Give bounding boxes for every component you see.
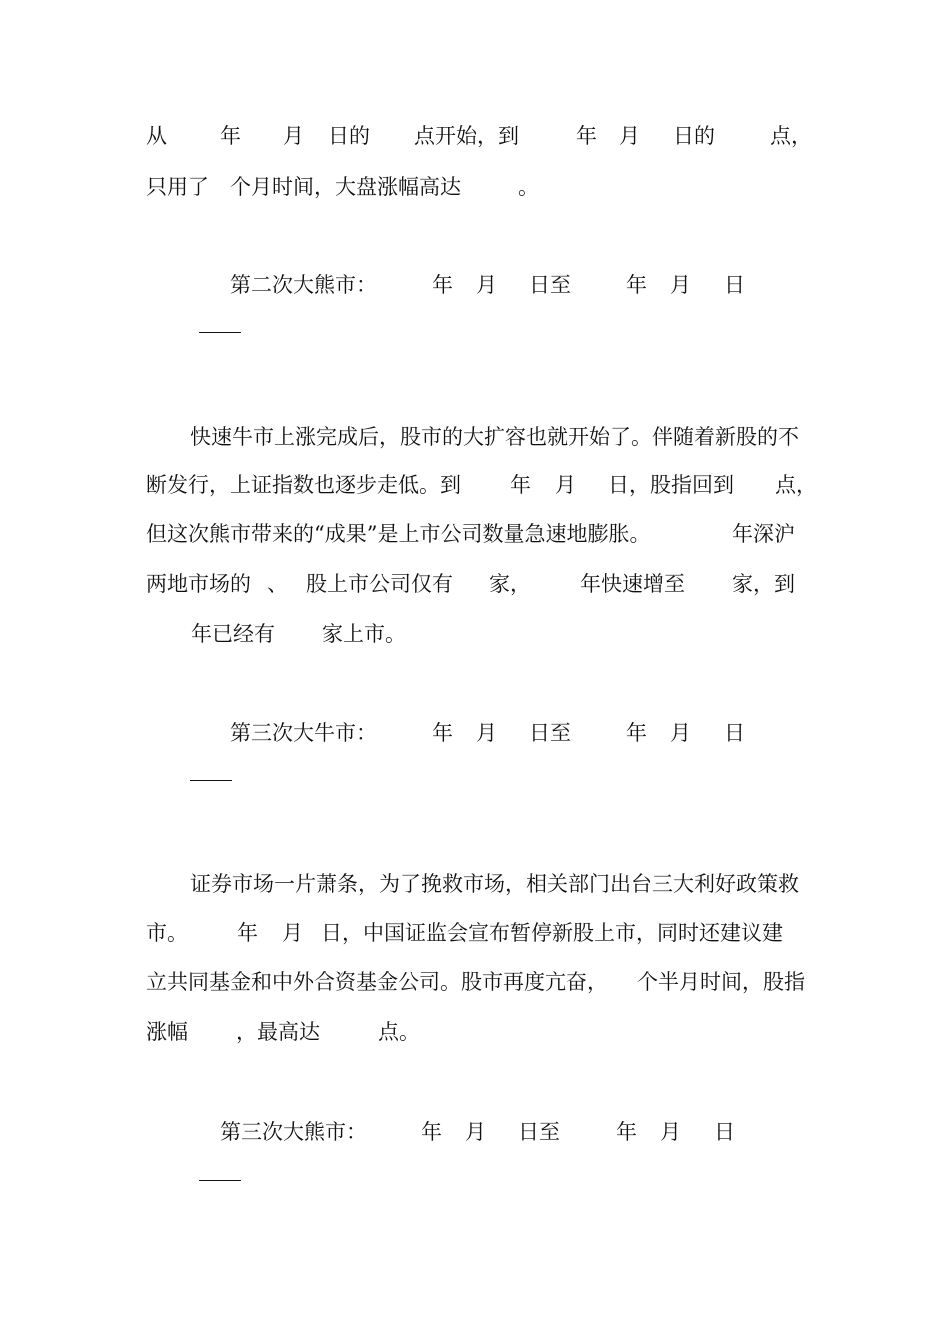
- section-heading-label: 第三次大熊市：: [220, 1120, 367, 1144]
- text-line: 证券市场一片萧条，为了挽救市场，相关部门出台三大利好政策救: [190, 872, 799, 896]
- text-fragment: 日，股指回到: [608, 473, 734, 497]
- text-fragment: 只用了: [146, 175, 209, 199]
- text-fragment: 日的: [328, 124, 370, 148]
- text-fragment: 从: [146, 124, 167, 148]
- date-part: 日至: [529, 721, 571, 745]
- text-fragment: 点开始，到: [414, 124, 519, 148]
- date-part: 年: [432, 273, 453, 297]
- dash-rule: [199, 1180, 241, 1181]
- text-fragment: 立共同基金和中外合资基金公司。股市再度亢奋，: [146, 970, 608, 994]
- text-fragment: 年已经有: [191, 622, 275, 646]
- text-fragment: 点，: [775, 473, 817, 497]
- text-fragment: 月: [282, 921, 303, 945]
- date-part: 日: [724, 721, 745, 745]
- dash-rule: [190, 780, 232, 781]
- date-part: 月: [476, 721, 497, 745]
- text-fragment: 年: [576, 124, 597, 148]
- date-part: 月: [670, 721, 691, 745]
- text-fragment: 年: [220, 124, 241, 148]
- text-fragment: 两地市场的: [146, 572, 251, 596]
- text-fragment: 市。: [146, 921, 188, 945]
- date-part: 月: [476, 273, 497, 297]
- date-part: 月: [670, 273, 691, 297]
- date-part: 日至: [518, 1120, 560, 1144]
- text-fragment: 家，: [489, 572, 531, 596]
- text-fragment: 家上市。: [322, 622, 406, 646]
- text-fragment: 个月时间，大盘涨幅高达: [230, 175, 461, 199]
- dash-rule: [199, 332, 241, 333]
- date-part: 月: [660, 1120, 681, 1144]
- date-part: 年: [616, 1120, 637, 1144]
- text-fragment: 但这次熊市带来的“成果”是上市公司数量急速地膨胀。: [146, 522, 651, 546]
- text-fragment: ，最高达: [236, 1020, 320, 1044]
- text-fragment: 家，到: [732, 572, 795, 596]
- text-fragment: 月: [619, 124, 640, 148]
- text-fragment: 。: [518, 175, 539, 199]
- date-part: 年: [626, 721, 647, 745]
- text-fragment: 年: [510, 473, 531, 497]
- text-fragment: 年快速增至: [580, 572, 685, 596]
- text-fragment: 股上市公司仅有: [306, 572, 453, 596]
- text-fragment: 断发行，上证指数也逐步走低。到: [146, 473, 461, 497]
- text-fragment: 个半月时间，股指: [637, 970, 805, 994]
- date-part: 日: [714, 1120, 735, 1144]
- text-fragment: 点。: [378, 1020, 420, 1044]
- date-part: 月: [465, 1120, 486, 1144]
- date-part: 年: [432, 721, 453, 745]
- text-fragment: 年: [237, 921, 258, 945]
- date-part: 日至: [529, 273, 571, 297]
- section-heading-label: 第三次大牛市：: [230, 721, 377, 745]
- section-heading-label: 第二次大熊市：: [230, 273, 377, 297]
- text-fragment: 日的: [673, 124, 715, 148]
- date-part: 年: [626, 273, 647, 297]
- date-part: 日: [724, 273, 745, 297]
- text-fragment: 年深沪: [732, 522, 795, 546]
- text-fragment: 点，: [770, 124, 812, 148]
- text-fragment: 、: [267, 572, 288, 596]
- text-fragment: 月: [283, 124, 304, 148]
- text-fragment: 涨幅: [146, 1020, 188, 1044]
- text-fragment: 月: [555, 473, 576, 497]
- date-part: 年: [421, 1120, 442, 1144]
- text-line: 快速牛市上涨完成后，股市的大扩容也就开始了。伴随着新股的不: [190, 425, 799, 449]
- text-fragment: 日，中国证监会宣布暂停新股上市，同时还建议建: [321, 921, 783, 945]
